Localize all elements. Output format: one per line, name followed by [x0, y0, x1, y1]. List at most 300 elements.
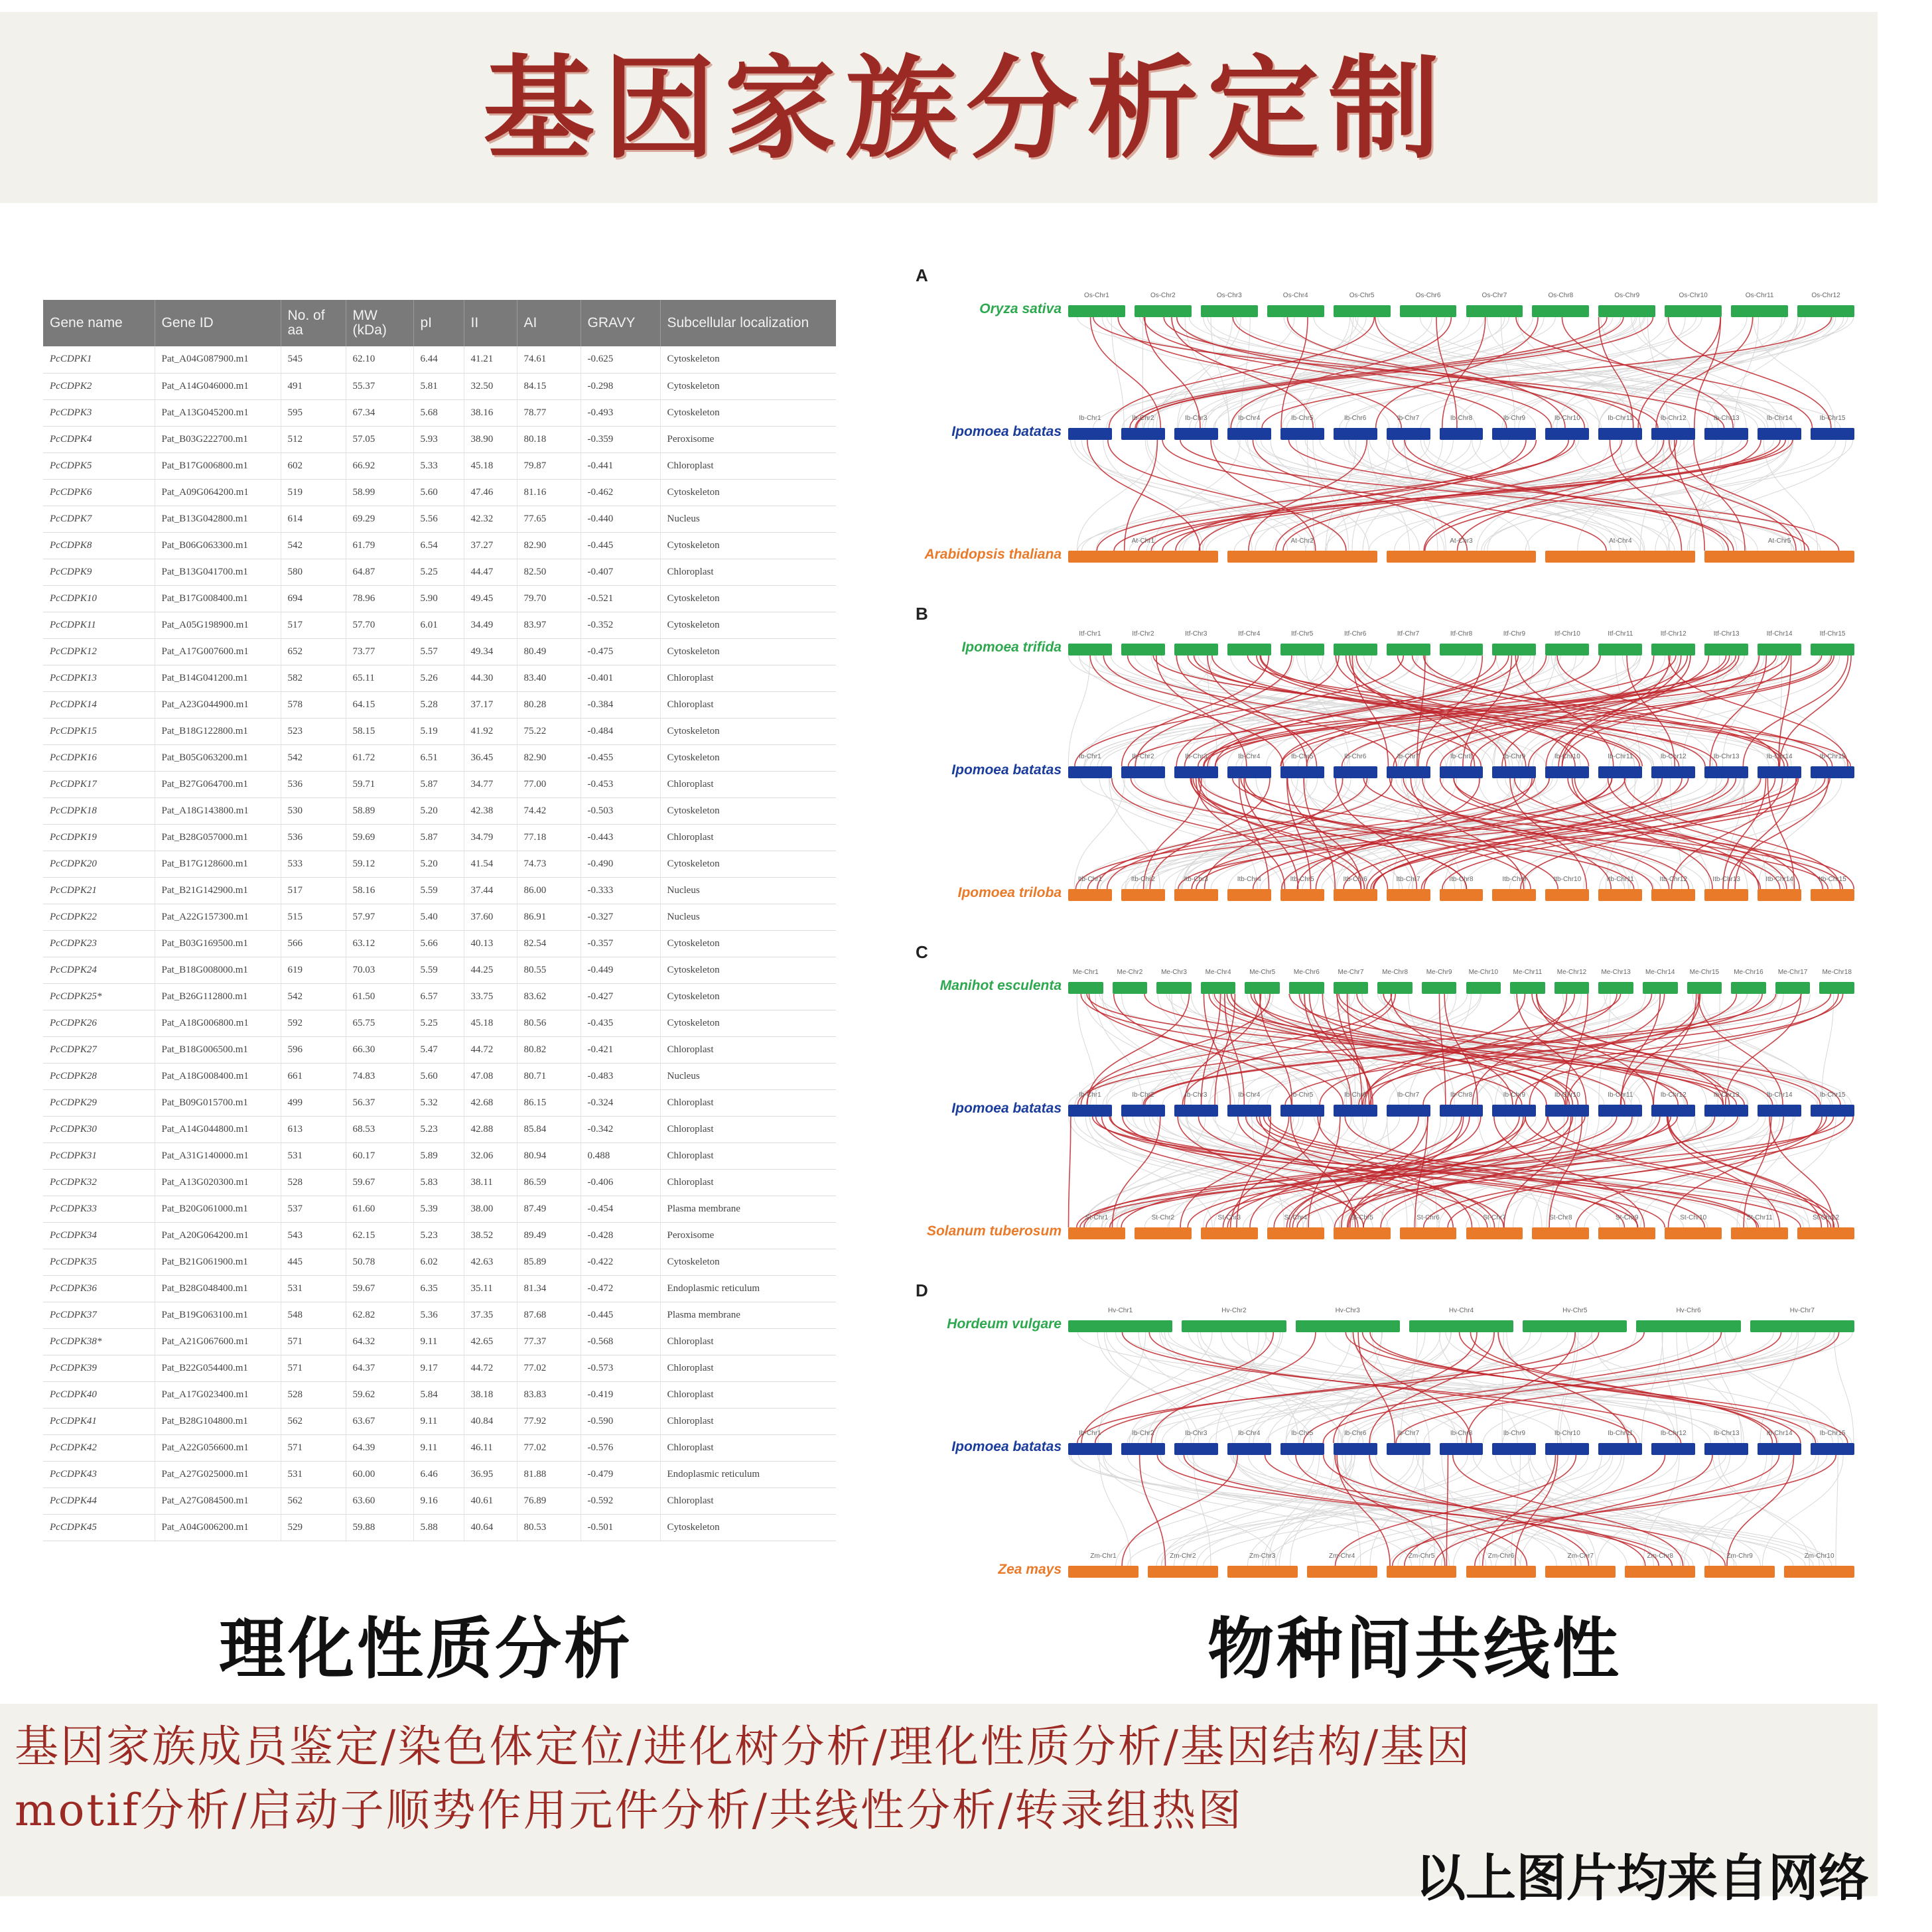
table-cell: Pat_A27G084500.m1: [155, 1487, 281, 1514]
table-cell: 62.15: [346, 1222, 413, 1249]
chromosome-label: Os-Chr11: [1745, 292, 1774, 299]
chromosome-label: Ib-Chr7: [1397, 1430, 1420, 1437]
chromosome-label: Ib-Chr3: [1185, 1430, 1208, 1437]
table-header-cell: Gene ID: [155, 300, 281, 346]
chromosome-bar: [1523, 1307, 1627, 1332]
table-cell: 45.18: [464, 452, 517, 479]
chromosome-bar: [1267, 292, 1324, 317]
chromosome-bar: [1334, 415, 1377, 440]
table-cell: 58.16: [346, 877, 413, 904]
table-cell: 59.69: [346, 824, 413, 851]
chromosome-label: Ib-Chr3: [1185, 1091, 1208, 1099]
table-cell: 602: [281, 452, 346, 479]
background-link: [1680, 1455, 1819, 1566]
table-cell: Pat_A18G008400.m1: [155, 1063, 281, 1089]
table-cell: Cytoskeleton: [660, 930, 836, 957]
table-cell: -0.352: [581, 612, 660, 638]
table-cell: 58.99: [346, 479, 413, 506]
table-cell: 491: [281, 373, 346, 399]
table-row: [43, 532, 836, 559]
table-cell: -0.406: [581, 1169, 660, 1196]
table-cell: -0.455: [581, 744, 660, 771]
chromosome-label: St-Chr9: [1616, 1214, 1639, 1221]
source-note: 以上图片均来自网络: [1415, 1848, 1869, 1907]
chromosome-bar: [1704, 1552, 1775, 1578]
table-cell: PcCDPK7: [43, 506, 155, 532]
table-cell: 57.70: [346, 612, 413, 638]
synteny-links: [916, 259, 1858, 1592]
table-cell: 613: [281, 1116, 346, 1142]
background-link: [1231, 1332, 1640, 1443]
background-link: [1620, 656, 1840, 766]
chromosome-label: Ib-Chr5: [1291, 1430, 1314, 1437]
chromosome-track: [1068, 1214, 1854, 1239]
chromosome-bar: [1466, 292, 1523, 317]
table-row: [43, 1089, 836, 1116]
table-cell: 530: [281, 797, 346, 824]
table-cell: 42.88: [464, 1116, 517, 1142]
chromosome-bar: [1636, 1307, 1740, 1332]
chromosome-label: Ib-Chr13: [1713, 1430, 1740, 1437]
chromosome-bar: [1201, 1214, 1258, 1239]
table-cell: Pat_A14G044800.m1: [155, 1116, 281, 1142]
table-cell: Chloroplast: [660, 1169, 836, 1196]
table-cell: 5.60: [413, 1063, 464, 1089]
chromosome-track: [1068, 1552, 1854, 1578]
table-row: [43, 1487, 836, 1514]
chromosome-label: Ib-Chr2: [1132, 415, 1154, 422]
table-cell: 44.30: [464, 665, 517, 691]
table-cell: 512: [281, 426, 346, 452]
chromosome-bar: [1598, 415, 1642, 440]
table-cell: PcCDPK15: [43, 718, 155, 744]
table-cell: 81.34: [517, 1275, 581, 1302]
chromosome-label: Ib-Chr2: [1132, 1091, 1154, 1099]
right-caption: 物种间共线性: [1208, 1610, 1622, 1688]
chromosome-label: Ib-Chr8: [1450, 753, 1473, 760]
chromosome-bar: [1227, 753, 1271, 778]
table-cell: -0.428: [581, 1222, 660, 1249]
background-link: [1351, 317, 1690, 428]
table-row: [43, 904, 836, 930]
table-row: [43, 452, 836, 479]
chromosome-bar: [1068, 753, 1112, 778]
table-cell: PcCDPK32: [43, 1169, 155, 1196]
chromosome-label: Itf-Chr7: [1397, 630, 1420, 638]
table-cell: Chloroplast: [660, 1036, 836, 1063]
chromosome-label: Itf-Chr6: [1344, 630, 1367, 638]
table-cell: 536: [281, 771, 346, 797]
panel-letter: A: [916, 265, 928, 285]
background-link: [1754, 317, 1835, 428]
table-cell: 5.25: [413, 559, 464, 585]
chromosome-label: Os-Chr6: [1415, 292, 1441, 299]
background-link: [1409, 778, 1740, 889]
table-cell: 87.68: [517, 1302, 581, 1328]
table-cell: 64.87: [346, 559, 413, 585]
table-cell: 74.83: [346, 1063, 413, 1089]
table-cell: 34.49: [464, 612, 517, 638]
chromosome-bar: [1651, 630, 1695, 656]
chromosome-label: Ib-Chr6: [1344, 753, 1367, 760]
table-row: [43, 665, 836, 691]
table-cell: Pat_A13G045200.m1: [155, 399, 281, 426]
table-cell: 5.36: [413, 1302, 464, 1328]
table-row: [43, 1196, 836, 1222]
table-row: [43, 1036, 836, 1063]
chromosome-bar: [1466, 969, 1501, 994]
table-cell: Pat_A20G064200.m1: [155, 1222, 281, 1249]
table-header-cell: pI: [413, 300, 464, 346]
chromosome-bar: [1422, 969, 1457, 994]
background-link: [1592, 1332, 1676, 1443]
table-cell: PcCDPK11: [43, 612, 155, 638]
chromosome-bar: [1201, 292, 1258, 317]
chromosome-label: Ib-Chr8: [1450, 1091, 1473, 1099]
syntenic-gene-link: [1176, 440, 1568, 551]
chromosome-bar: [1307, 1552, 1377, 1578]
table-cell: 5.32: [413, 1089, 464, 1116]
table-cell: Pat_B14G041200.m1: [155, 665, 281, 691]
background-link: [1342, 1117, 1653, 1227]
syntenic-gene-link: [1087, 994, 1190, 1105]
chromosome-label: Ib-Chr6: [1344, 1430, 1367, 1437]
chromosome-bar: [1492, 1430, 1536, 1455]
chromosome-label: Ib-Chr8: [1450, 1430, 1473, 1437]
table-cell: Pat_B13G041700.m1: [155, 559, 281, 585]
table-row: [43, 479, 836, 506]
chromosome-label: Ib-Chr10: [1554, 1430, 1580, 1437]
table-cell: 80.18: [517, 426, 581, 452]
chromosome-track: [1068, 1307, 1854, 1332]
table-cell: Pat_A13G020300.m1: [155, 1169, 281, 1196]
chromosome-label: Ib-Chr2: [1132, 1430, 1154, 1437]
table-row: [43, 585, 836, 612]
chromosome-bar: [1651, 753, 1695, 778]
table-cell: 5.39: [413, 1196, 464, 1222]
table-cell: Pat_B18G008000.m1: [155, 957, 281, 983]
table-cell: -0.493: [581, 399, 660, 426]
chromosome-bar: [1068, 630, 1112, 656]
table-cell: 77.02: [517, 1434, 581, 1461]
chromosome-label: Os-Chr12: [1811, 292, 1840, 299]
table-cell: 64.15: [346, 691, 413, 718]
chromosome-label: St-Chr2: [1151, 1214, 1175, 1221]
chromosome-label: St-Chr6: [1416, 1214, 1440, 1221]
chromosome-bar: [1492, 753, 1536, 778]
table-cell: PcCDPK10: [43, 585, 155, 612]
table-cell: PcCDPK43: [43, 1461, 155, 1487]
chromosome-label: Itf-Chr12: [1660, 630, 1687, 638]
table-cell: 56.37: [346, 1089, 413, 1116]
table-cell: Pat_A27G025000.m1: [155, 1461, 281, 1487]
species-label: Zea mays: [998, 1562, 1062, 1577]
table-cell: 5.83: [413, 1169, 464, 1196]
table-cell: PcCDPK35: [43, 1249, 155, 1275]
table-cell: 40.13: [464, 930, 517, 957]
chromosome-bar: [1466, 1552, 1537, 1578]
table-cell: 64.39: [346, 1434, 413, 1461]
table-cell: -0.483: [581, 1063, 660, 1089]
table-row: [43, 1302, 836, 1328]
background-link: [1677, 1332, 1692, 1443]
chromosome-bar: [1625, 1552, 1695, 1578]
syntenic-gene-link: [1095, 1332, 1599, 1443]
background-link: [1216, 1332, 1259, 1443]
table-cell: Cytoskeleton: [660, 399, 836, 426]
table-cell: 5.87: [413, 824, 464, 851]
table-header-cell: II: [464, 300, 517, 346]
table-cell: 59.71: [346, 771, 413, 797]
table-cell: PcCDPK41: [43, 1408, 155, 1434]
chromosome-label: Ib-Chr7: [1397, 753, 1420, 760]
table-cell: 62.82: [346, 1302, 413, 1328]
panel-letter: D: [916, 1280, 928, 1300]
table-cell: 34.77: [464, 771, 517, 797]
table-cell: 531: [281, 1461, 346, 1487]
chromosome-label: Me-Chr10: [1468, 969, 1499, 976]
table-cell: Chloroplast: [660, 1487, 836, 1514]
syntenic-gene-link: [1091, 317, 1161, 428]
table-cell: 86.91: [517, 904, 581, 930]
table-cell: 543: [281, 1222, 346, 1249]
table-cell: Pat_B21G142900.m1: [155, 877, 281, 904]
chromosome-label: Ib-Chr9: [1503, 415, 1526, 422]
chromosome-bar: [1492, 415, 1536, 440]
chromosome-bar: [1704, 753, 1748, 778]
table-cell: 596: [281, 1036, 346, 1063]
table-cell: 6.54: [413, 532, 464, 559]
table-cell: 38.00: [464, 1196, 517, 1222]
table-cell: Pat_B17G128600.m1: [155, 851, 281, 877]
chromosome-label: St-Chr7: [1483, 1214, 1506, 1221]
table-cell: Endoplasmic reticulum: [660, 1461, 836, 1487]
table-cell: PcCDPK27: [43, 1036, 155, 1063]
table-cell: 36.45: [464, 744, 517, 771]
chromosome-bar: [1201, 969, 1236, 994]
table-cell: PcCDPK45: [43, 1514, 155, 1541]
chromosome-label: Me-Chr4: [1205, 969, 1231, 976]
chromosome-bar: [1598, 876, 1642, 901]
table-cell: 86.59: [517, 1169, 581, 1196]
table-cell: 84.15: [517, 373, 581, 399]
chromosome-bar: [1400, 1214, 1457, 1239]
chromosome-label: Hv-Chr1: [1108, 1307, 1133, 1314]
chromosome-bar: [1440, 415, 1484, 440]
table-cell: Pat_A04G087900.m1: [155, 346, 281, 373]
table-cell: 59.67: [346, 1275, 413, 1302]
table-cell: 47.08: [464, 1063, 517, 1089]
chromosome-label: Ib-Chr4: [1238, 753, 1261, 760]
table-cell: 70.03: [346, 957, 413, 983]
table-row: [43, 1116, 836, 1142]
table-cell: 83.97: [517, 612, 581, 638]
table-cell: Cytoskeleton: [660, 983, 836, 1010]
table-cell: -0.422: [581, 1249, 660, 1275]
chromosome-label: Ib-Chr5: [1291, 753, 1314, 760]
table-cell: 5.40: [413, 904, 464, 930]
table-row: [43, 691, 836, 718]
table-cell: -0.324: [581, 1089, 660, 1116]
chromosome-bar: [1280, 630, 1324, 656]
chromosome-bar: [1598, 292, 1655, 317]
chromosome-bar: [1174, 753, 1218, 778]
chromosome-label: Itf-Chr1: [1079, 630, 1101, 638]
chromosome-label: Me-Chr9: [1426, 969, 1452, 976]
chromosome-label: Itb-Chr5: [1290, 876, 1314, 883]
table-cell: 77.00: [517, 771, 581, 797]
chromosome-bar: [1704, 1091, 1748, 1117]
table-cell: PcCDPK38*: [43, 1328, 155, 1355]
table-cell: 523: [281, 718, 346, 744]
background-link: [1231, 1455, 1693, 1566]
chromosome-bar: [1510, 969, 1545, 994]
table-cell: -0.333: [581, 877, 660, 904]
chromosome-track: [1068, 969, 1854, 994]
chromosome-bar: [1334, 753, 1377, 778]
chromosome-label: At-Chr2: [1290, 537, 1314, 545]
table-cell: 78.96: [346, 585, 413, 612]
chromosome-label: Ib-Chr5: [1291, 1091, 1314, 1099]
table-cell: 528: [281, 1169, 346, 1196]
table-cell: PcCDPK5: [43, 452, 155, 479]
table-cell: PcCDPK29: [43, 1089, 155, 1116]
syntenic-gene-link: [1140, 1455, 1166, 1566]
chromosome-label: Itf-Chr13: [1713, 630, 1740, 638]
table-cell: Cytoskeleton: [660, 585, 836, 612]
table-cell: 578: [281, 691, 346, 718]
table-cell: 44.25: [464, 957, 517, 983]
table-cell: 661: [281, 1063, 346, 1089]
table-cell: Cytoskeleton: [660, 957, 836, 983]
page-title: 基因家族分析定制: [483, 42, 1449, 174]
chromosome-bar: [1797, 292, 1854, 317]
table-cell: 9.17: [413, 1355, 464, 1381]
table-row: [43, 1408, 836, 1434]
table-cell: -0.501: [581, 1514, 660, 1541]
chromosome-label: Itb-Chr9: [1502, 876, 1527, 883]
species-label: Ipomoea batatas: [951, 1439, 1062, 1454]
table-cell: -0.445: [581, 1302, 660, 1328]
table-cell: -0.573: [581, 1355, 660, 1381]
table-cell: 41.54: [464, 851, 517, 877]
table-cell: -0.484: [581, 718, 660, 744]
chromosome-label: Me-Chr17: [1777, 969, 1808, 976]
chromosome-label: St-Chr5: [1350, 1214, 1373, 1221]
table-cell: Pat_A05G198900.m1: [155, 612, 281, 638]
table-cell: PcCDPK39: [43, 1355, 155, 1381]
chromosome-label: Ib-Chr1: [1079, 1430, 1101, 1437]
table-cell: 82.54: [517, 930, 581, 957]
table-cell: 77.92: [517, 1408, 581, 1434]
chromosome-label: At-Chr1: [1131, 537, 1155, 545]
table-cell: 5.23: [413, 1116, 464, 1142]
chromosome-bar: [1651, 1430, 1695, 1455]
table-cell: -0.490: [581, 851, 660, 877]
chromosome-bar: [1334, 969, 1369, 994]
chromosome-bar: [1811, 1430, 1854, 1455]
chromosome-label: Itb-Chr2: [1131, 876, 1155, 883]
background-link: [1631, 994, 1810, 1105]
table-cell: 6.35: [413, 1275, 464, 1302]
table-cell: PcCDPK30: [43, 1116, 155, 1142]
chromosome-bar: [1440, 630, 1484, 656]
chromosome-bar: [1811, 415, 1854, 440]
chromosome-bar: [1466, 1214, 1523, 1239]
table-cell: 83.40: [517, 665, 581, 691]
table-row: [43, 1249, 836, 1275]
left-caption: 理化性质分析: [219, 1610, 633, 1688]
species-label: Ipomoea batatas: [951, 424, 1062, 439]
table-cell: Chloroplast: [660, 1089, 836, 1116]
chromosome-label: Zm-Chr2: [1170, 1552, 1196, 1560]
syntenic-gene-link: [1621, 994, 1660, 1105]
table-cell: Cytoskeleton: [660, 479, 836, 506]
chromosome-label: Zm-Chr1: [1090, 1552, 1117, 1560]
table-header-row: [43, 300, 836, 346]
table-cell: Pat_A21G067600.m1: [155, 1328, 281, 1355]
background-link: [1519, 317, 1747, 428]
chromosome-track: [1068, 537, 1854, 563]
table-cell: PcCDPK6: [43, 479, 155, 506]
table-cell: Pat_B17G006800.m1: [155, 452, 281, 479]
table-cell: 571: [281, 1355, 346, 1381]
chromosome-bar: [1174, 415, 1218, 440]
chromosome-label: Me-Chr15: [1689, 969, 1720, 976]
table-cell: 80.82: [517, 1036, 581, 1063]
background-link: [1116, 1455, 1314, 1566]
chromosome-track: [1068, 630, 1854, 656]
chromosome-bar: [1387, 876, 1430, 901]
table-cell: 49.34: [464, 638, 517, 665]
table-cell: 38.52: [464, 1222, 517, 1249]
chromosome-label: Ib-Chr15: [1819, 1091, 1846, 1099]
syntenic-gene-link: [1727, 1455, 1794, 1566]
table-cell: -0.327: [581, 904, 660, 930]
chromosome-bar: [1651, 1091, 1695, 1117]
chromosome-label: Os-Chr2: [1150, 292, 1176, 299]
chromosome-bar: [1296, 1307, 1400, 1332]
chromosome-label: Itf-Chr9: [1503, 630, 1526, 638]
table-header-cell: Gene name: [43, 300, 155, 346]
table-cell: PcCDPK24: [43, 957, 155, 983]
chromosome-bar: [1598, 630, 1642, 656]
table-cell: 5.59: [413, 877, 464, 904]
chromosome-label: Ib-Chr5: [1291, 415, 1314, 422]
chromosome-bar: [1440, 876, 1484, 901]
background-link: [1735, 317, 1759, 428]
table-cell: 41.92: [464, 718, 517, 744]
background-link: [1563, 994, 1707, 1105]
chromosome-bar: [1121, 876, 1165, 901]
table-cell: Pat_A04G006200.m1: [155, 1514, 281, 1541]
chromosome-label: Itf-Chr10: [1554, 630, 1580, 638]
table-cell: -0.453: [581, 771, 660, 797]
table-cell: 5.47: [413, 1036, 464, 1063]
chromosome-bar: [1068, 969, 1103, 994]
table-cell: 79.87: [517, 452, 581, 479]
chromosome-bar: [1280, 876, 1324, 901]
chromosome-label: Me-Chr16: [1734, 969, 1763, 976]
chromosome-bar: [1758, 1091, 1801, 1117]
table-row: [43, 1169, 836, 1196]
table-cell: 582: [281, 665, 346, 691]
chromosome-label: Zm-Chr10: [1804, 1552, 1834, 1560]
syntenic-gene-link: [1726, 994, 1801, 1105]
chromosome-bar: [1068, 1214, 1125, 1239]
table-cell: Cytoskeleton: [660, 1514, 836, 1541]
table-cell: 595: [281, 399, 346, 426]
